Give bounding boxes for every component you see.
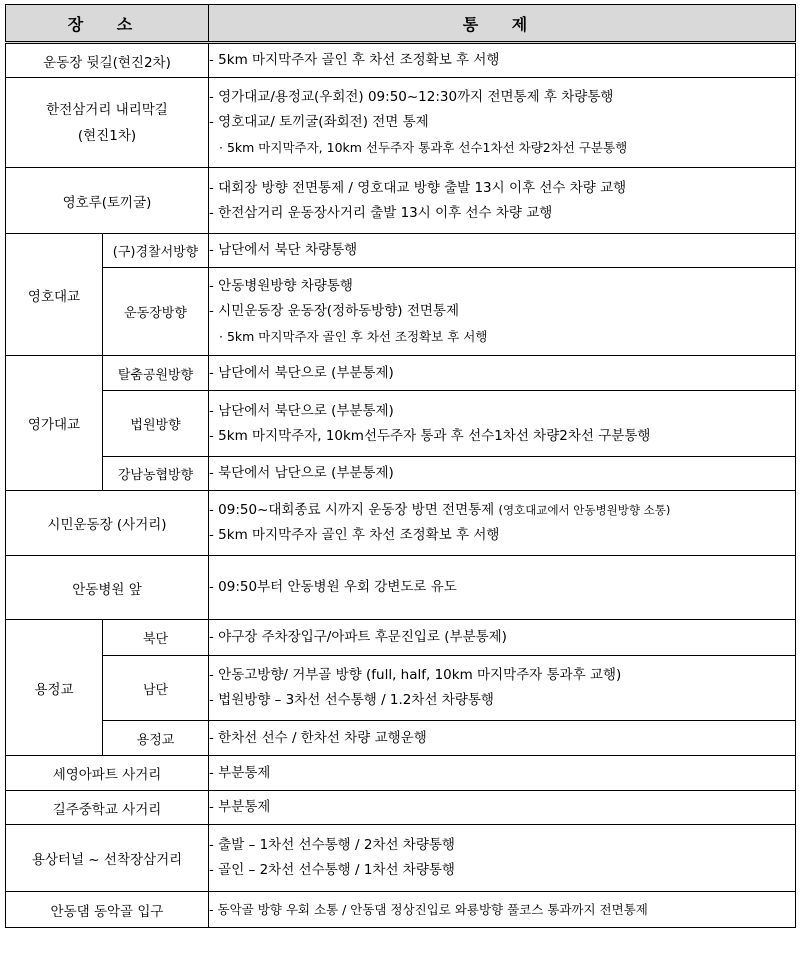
control-line: - 부분통제 [209,799,271,815]
control-line: - 야구장 주차장입구/아파트 후문진입로 (부분통제) [209,629,507,645]
table-row [6,791,796,825]
control-line: - 골인 – 2차선 선수통행 / 1차선 차량통행 [209,862,455,878]
table-row [6,234,796,268]
control-cell [209,892,796,928]
table-row [6,756,796,791]
table-row [6,825,796,892]
sub-place-cell: 탈춤공원방향 [103,356,209,391]
place-cell: 영호루(토끼굴) [6,168,209,234]
place-line: (현진1차) [77,127,137,144]
control-line: - 남단에서 북단으로 (부분통제) [209,402,394,419]
control-line: - 한전삼거리 운동장사거리 출발 13시 이후 선수 차량 교행 [209,204,553,221]
table-header-row [6,5,796,43]
place-line: 한전삼거리 내리막길 [46,101,168,118]
control-cell [209,457,796,491]
control-line: - 남단에서 북단으로 (부분통제) [209,364,394,381]
table-row [6,356,796,391]
control-cell [209,78,796,168]
place-cell: 안동병원 앞 [6,556,209,620]
control-line: - 안동병원방향 차량통행 [209,278,353,294]
table-row [6,168,796,234]
control-cell [209,43,796,78]
table-row [6,556,796,620]
control-cell [209,756,796,791]
table-row [6,268,796,356]
control-cell [209,234,796,268]
table-row [6,491,796,556]
group-cell: 영가대교 [6,356,103,491]
sub-place-cell: 강남농협방향 [103,457,209,491]
control-cell [209,391,796,457]
sub-place-cell: (구)경찰서방향 [103,234,209,268]
control-cell [209,791,796,825]
table-row [6,43,796,78]
control-cell [209,620,796,656]
control-line: - 5km 마지막주자, 10km선두주자 통과 후 선수1차선 차량2차선 구분통행 [209,427,651,444]
control-line: - 09:50부터 안동병원 우회 강변도로 유도 [209,579,457,595]
control-note: · 5km 마지막주자, 10km 선두주자 통과후 선수1차선 차량2차선 구분통행 [219,140,628,155]
control-cell [209,356,796,391]
table-row [6,721,796,756]
control-line: - 북단에서 남단으로 (부분통제) [209,465,394,481]
table-row [6,78,796,168]
control-cell [209,268,796,356]
place-cell: 시민운동장 (사거리) [6,491,209,556]
control-line: - 부분통제 [209,764,271,781]
place-cell: 안동댐 동악골 입구 [6,892,209,928]
control-line: - 대회장 방향 전면통제 / 영호대교 방향 출발 13시 이후 선수 차량 교행 [209,179,627,196]
control-line: - 안동고방향/ 거부골 방향 (full, half, 10km 마지막주자 통과후 교행) [209,667,622,683]
sub-place-cell: 북단 [103,620,209,656]
place-cell: 용상터널 ~ 선착장삼거리 [6,825,209,892]
control-cell [209,656,796,721]
table-row [6,656,796,721]
control-line [209,498,795,523]
place-cell [6,78,209,168]
control-line: - 출발 – 1차선 선수통행 / 2차선 차량통행 [209,837,455,853]
control-line: - 5km 마지막주자 골인 후 차선 조정확보 후 서행 [209,52,500,68]
control-line: - 5km 마지막주자 골인 후 차선 조정확보 후 서행 [209,527,500,543]
sub-place-cell: 법원방향 [103,391,209,457]
control-line: - 법원방향 – 3차선 선수통행 / 1.2차선 차량통행 [209,692,494,708]
traffic-control-table [5,4,796,928]
control-line: - 동악골 방향 우회 소통 / 안동댐 정상진입로 와룡방향 풀코스 통과까지 전면통제 [209,902,648,917]
sub-place-cell: 용정교 [103,721,209,756]
control-line: - 영가대교/용정교(우회전) 09:50~12:30까지 전면통제 후 차량통행 [209,89,614,105]
control-aside: (영호대교에서 안동병원방향 소통) [498,503,671,517]
sub-place-cell: 남단 [103,656,209,721]
control-cell [209,721,796,756]
control-cell [209,491,796,556]
place-cell: 세영아파트 사거리 [6,756,209,791]
control-cell [209,825,796,892]
group-cell: 영호대교 [6,234,103,356]
control-cell [209,556,796,620]
group-cell: 용정교 [6,620,103,756]
place-cell: 길주중학교 사거리 [6,791,209,825]
control-line: - 남단에서 북단 차량통행 [209,242,358,258]
control-cell [209,168,796,234]
sub-place-cell: 운동장방향 [103,268,209,356]
table-row [6,391,796,457]
control-line: - 영호대교/ 토끼굴(좌회전) 전면 통제 [209,114,429,130]
table-row [6,620,796,656]
control-note: · 5km 마지막주자 골인 후 차선 조정확보 후 서행 [219,329,488,344]
control-text: - 09:50~대회종료 시까지 운동장 방면 전면통제 [209,502,499,518]
control-line: - 시민운동장 운동장(정하동방향) 전면통제 [209,303,459,319]
place-cell: 운동장 뒷길(현진2차) [6,43,209,78]
table-row [6,457,796,491]
table-row [6,892,796,928]
control-line: - 한차선 선수 / 한차선 차량 교행운행 [209,729,427,746]
header-place: 장 소 [6,5,209,43]
header-control: 통 제 [209,5,796,43]
